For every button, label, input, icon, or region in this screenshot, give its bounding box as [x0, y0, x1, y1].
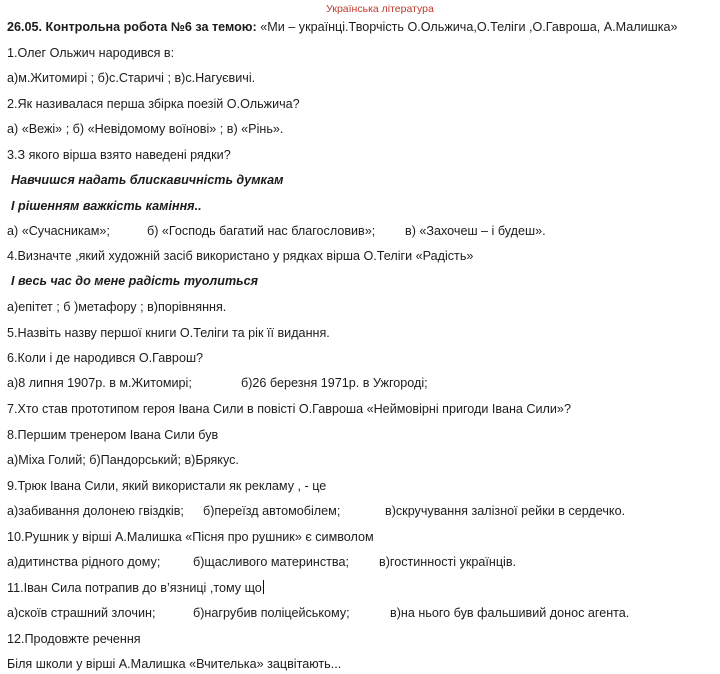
question-9-option-a: а)забивання долонею гвіздків;: [7, 504, 184, 518]
question-8: 8.Першим тренером Івана Сили був: [7, 428, 219, 442]
question-6: 6.Коли і де народився О.Гаврош?: [7, 351, 204, 365]
question-3-option-c: в) «Захочеш – і будеш».: [405, 224, 546, 238]
title-topic: «Ми – українці.Творчість О.Ольжича,О.Теліги ,О.Гавроша, А.Малишка»: [256, 20, 678, 34]
question-12: 12.Продовжте речення: [7, 632, 141, 646]
question-4-options: а)епітет ; б )метафору ; в)порівняння.: [7, 300, 227, 314]
question-11-text: 11.Іван Сила потрапив до в’язниці ,тому що: [7, 581, 262, 595]
question-11-option-b: б)нагрубив поліцейському;: [193, 606, 350, 620]
text-cursor: [263, 580, 264, 594]
question-10-option-a: а)дитинства рідного дому;: [7, 555, 161, 569]
question-3-option-a: а) «Сучасникам»;: [7, 224, 110, 238]
question-7: 7.Хто став прототипом героя Івана Сили в повісті О.Гавроша «Неймовірні пригоди Івана Сили»?: [7, 402, 571, 416]
question-11[interactable]: [7, 580, 264, 596]
question-9: 9.Трюк Івана Сили, який використали як рекламу , - це: [7, 479, 327, 493]
question-4: 4.Визначте ,який художній засіб використано у рядках вірша О.Теліги «Радість»: [7, 249, 474, 263]
question-8-options: а)Міха Голий; б)Пандорський; в)Брякус.: [7, 453, 239, 467]
question-9-option-b: б)переїзд автомобілем;: [203, 504, 341, 518]
question-3-quote-line-2: І рішенням важкість каміння..: [11, 199, 202, 213]
question-3-option-b: б) «Господь багатий нас благословив»;: [147, 224, 376, 238]
question-4-quote: І весь час до мене радість туолиться: [11, 274, 259, 288]
question-1: 1.Олег Ольжич народився в:: [7, 46, 175, 60]
subject-heading: Українська література: [326, 3, 434, 15]
question-3-quote-line-1: Навчишся надать блискавичність думкам: [11, 173, 284, 187]
question-12-prompt: Біля школи у вірші А.Малишка «Вчителька» зацвітають...: [7, 657, 342, 671]
question-10: 10.Рушник у вірші А.Малишка «Пісня про рушник» є символом: [7, 530, 374, 544]
question-9-option-c: в)скручування залізної рейки в сердечко.: [385, 504, 626, 518]
question-2-options: а) «Вежі» ; б) «Невідомому воїнові» ; в) «Рінь».: [7, 122, 284, 136]
question-11-option-c: в)на нього був фальшивий донос агента.: [390, 606, 630, 620]
worksheet-title: [7, 19, 678, 35]
question-5: 5.Назвіть назву першої книги О.Теліги та рік її видання.: [7, 326, 330, 340]
question-11-option-a: а)скоїв страшний злочин;: [7, 606, 156, 620]
title-date-label: 26.05. Контрольна робота №6 за темою:: [7, 20, 257, 34]
question-2: 2.Як називалася перша збірка поезій О.Ольжича?: [7, 97, 300, 111]
question-1-options: а)м.Житомирі ; б)с.Старичі ; в)с.Нагуєвичі.: [7, 71, 256, 85]
question-3: 3.З якого вірша взято наведені рядки?: [7, 148, 231, 162]
question-6-option-a: а)8 липня 1907р. в м.Житомирі;: [7, 376, 192, 390]
question-10-option-b: б)щасливого материнства;: [193, 555, 349, 569]
question-6-option-b: б)26 березня 1971р. в Ужгороді;: [241, 376, 428, 390]
question-10-option-c: в)гостинності українців.: [379, 555, 517, 569]
